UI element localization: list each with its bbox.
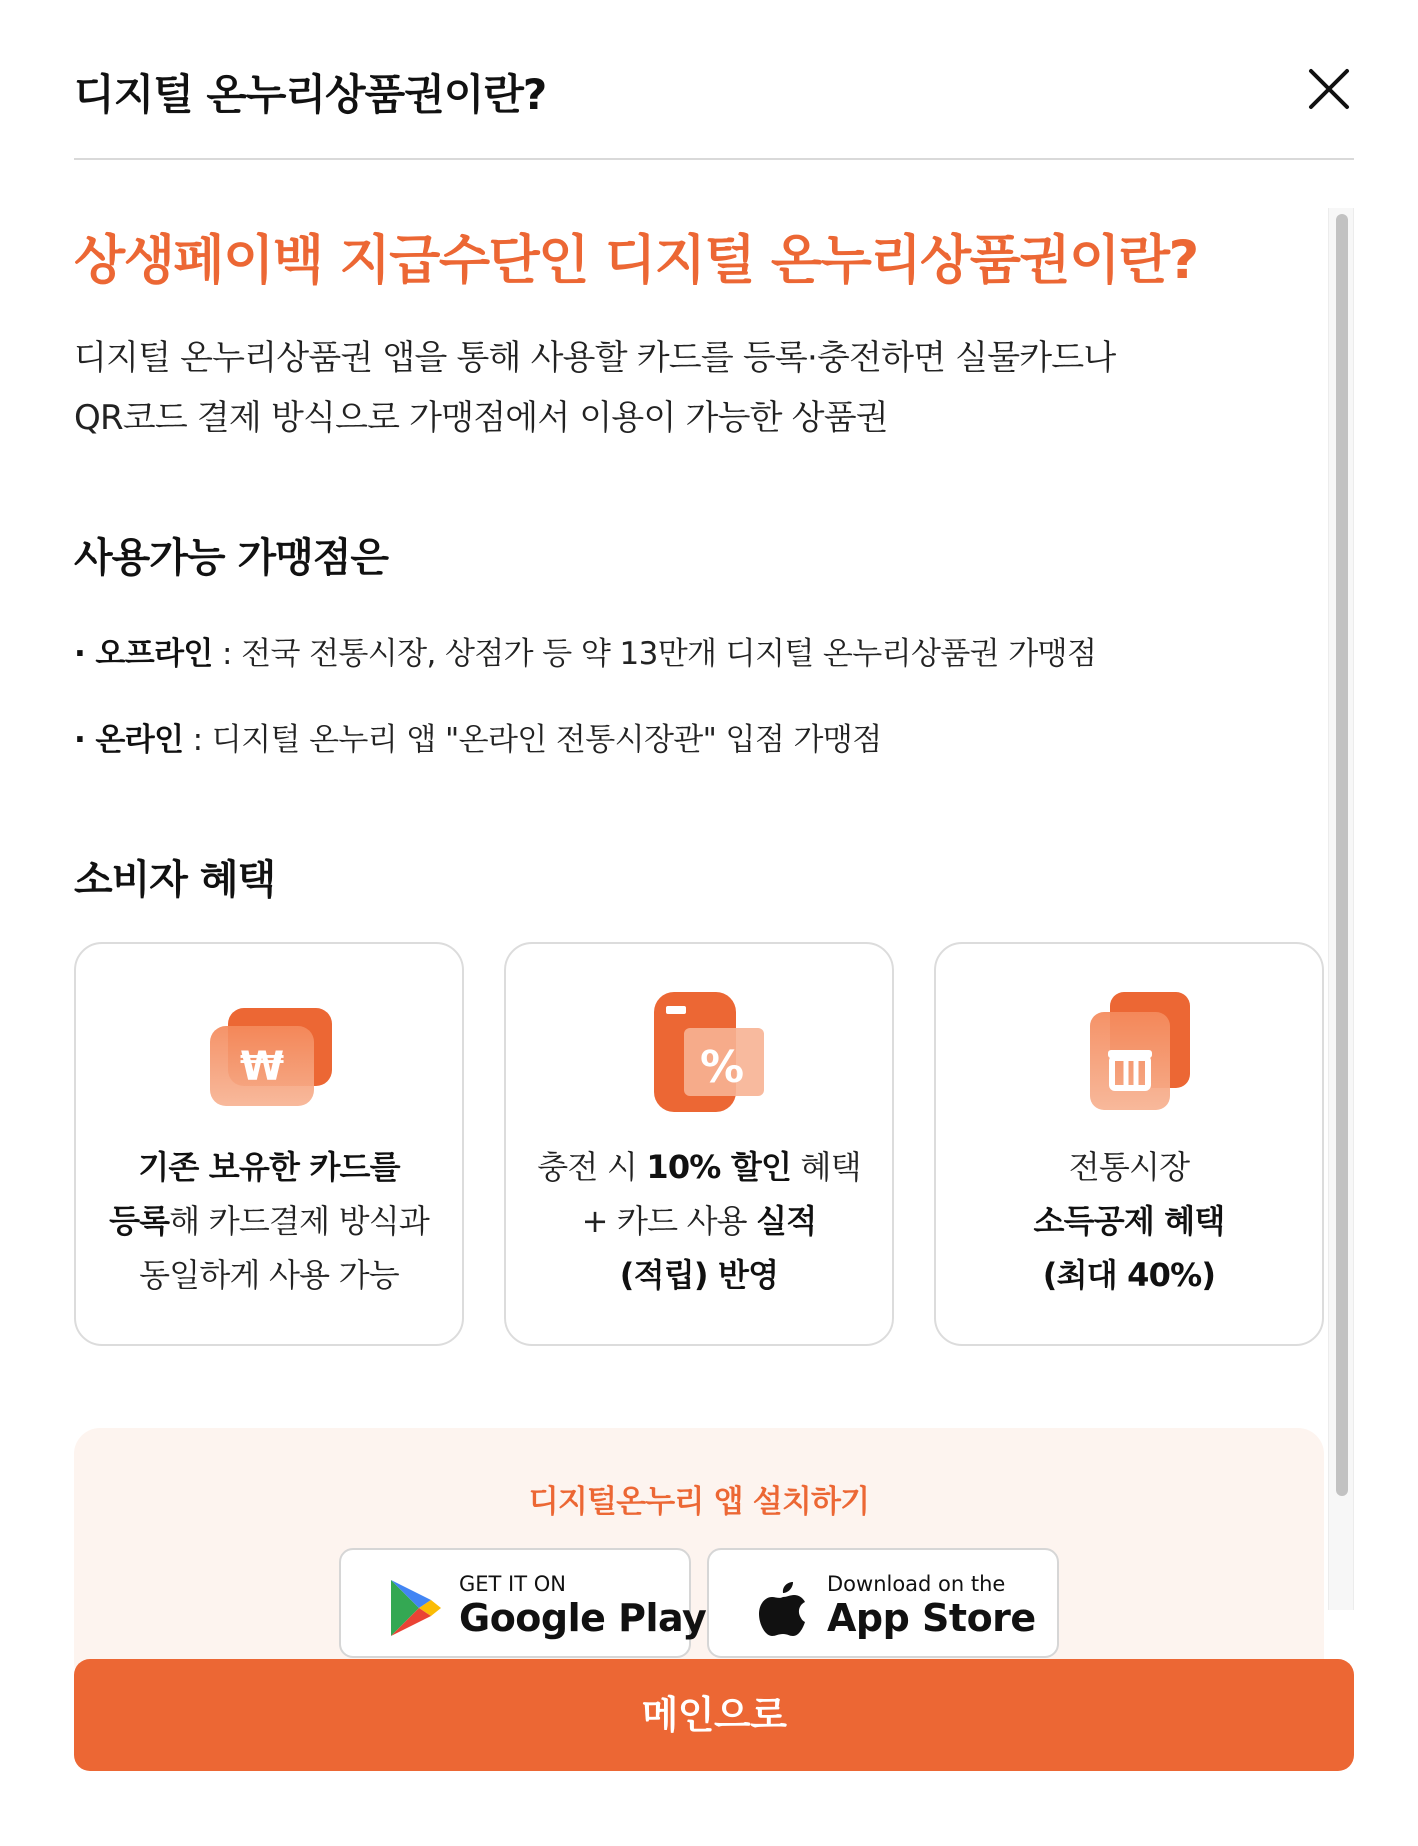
store-label: 오프라인	[95, 636, 213, 672]
benefit-text-bold: 등록	[109, 1202, 170, 1240]
main-button[interactable]: 메인으로	[74, 1659, 1354, 1771]
store-bullet: ·	[74, 722, 96, 758]
app-store-big-text: App Store	[827, 1596, 1036, 1640]
google-play-big-text: Google Play	[459, 1596, 707, 1640]
benefit-text: + 카드 사용	[581, 1202, 757, 1240]
benefit-text-bold: 소득공제 혜택	[1033, 1202, 1225, 1240]
benefit-card-text	[506, 1140, 892, 1302]
app-install-box	[74, 1428, 1324, 1688]
store-label: 온라인	[95, 722, 184, 758]
modal-header	[74, 58, 1354, 160]
svg-text:%: %	[699, 1042, 745, 1093]
app-store-small-text: Download on the	[827, 1572, 1006, 1596]
discount-phone-icon	[636, 992, 766, 1112]
apple-icon	[755, 1578, 811, 1638]
benefit-text: 충전 시	[537, 1148, 647, 1186]
google-play-icon	[387, 1578, 443, 1638]
modal-title: 디지털 온누리상품권이란?	[74, 70, 547, 119]
benefit-card-text	[76, 1140, 462, 1302]
benefit-text-bold: 기존 보유한 카드를	[138, 1148, 400, 1186]
scrollbar[interactable]	[1328, 208, 1354, 1610]
app-store-button[interactable]	[707, 1548, 1059, 1658]
benefit-text: 해 카드결제 방식과	[169, 1202, 429, 1240]
benefit-card-text	[936, 1140, 1322, 1302]
svg-text:₩: ₩	[239, 1044, 285, 1090]
store-text: : 전국 전통시장, 상점가 등 약 13만개 디지털 온누리상품권 가맹점	[212, 636, 1097, 672]
benefit-text: 전통시장	[1068, 1148, 1190, 1186]
store-item-online	[74, 714, 882, 759]
benefit-text-bold: 10% 할인	[646, 1148, 792, 1186]
store-bullet: ·	[74, 636, 96, 672]
google-play-button[interactable]	[339, 1548, 707, 1658]
close-button[interactable]	[1306, 66, 1352, 112]
intro-desc-line: QR코드 결제 방식으로 가맹점에서 이용이 가능한 상품권	[74, 398, 888, 438]
benefit-card-tax	[934, 942, 1324, 1346]
intro-description	[74, 328, 1115, 448]
benefit-card-discount	[504, 942, 894, 1346]
close-icon	[1306, 66, 1352, 112]
benefit-text: 동일하게 사용 가능	[139, 1256, 399, 1294]
intro-desc-line: 디지털 온누리상품권 앱을 통해 사용할 카드를 등록·충전하면 실물카드나	[74, 338, 1116, 378]
benefit-text: 혜택	[791, 1148, 861, 1186]
benefit-text-bold: (적립) 반영	[619, 1256, 779, 1294]
store-item-offline	[74, 628, 1096, 673]
benefits-section-title: 소비자 혜택	[74, 857, 276, 903]
stores-section-title: 사용가능 가맹점은	[74, 535, 389, 581]
store-text: : 디지털 온누리 앱 "온라인 전통시장관" 입점 가맹점	[183, 722, 882, 758]
benefit-text-bold: (최대 40%)	[1042, 1256, 1216, 1294]
benefit-text-bold: 실적	[756, 1202, 817, 1240]
won-card-icon	[206, 992, 336, 1112]
benefit-card-register	[74, 942, 464, 1346]
google-play-small-text: GET IT ON	[459, 1572, 566, 1596]
market-basket-icon	[1066, 992, 1196, 1112]
install-title: 디지털온누리 앱 설치하기	[528, 1484, 870, 1520]
modal-scroll-area[interactable]	[74, 208, 1354, 1640]
scrollbar-thumb[interactable]	[1336, 214, 1348, 1496]
intro-headline: 상생페이백 지급수단인 디지털 온누리상품권이란?	[74, 230, 1198, 291]
